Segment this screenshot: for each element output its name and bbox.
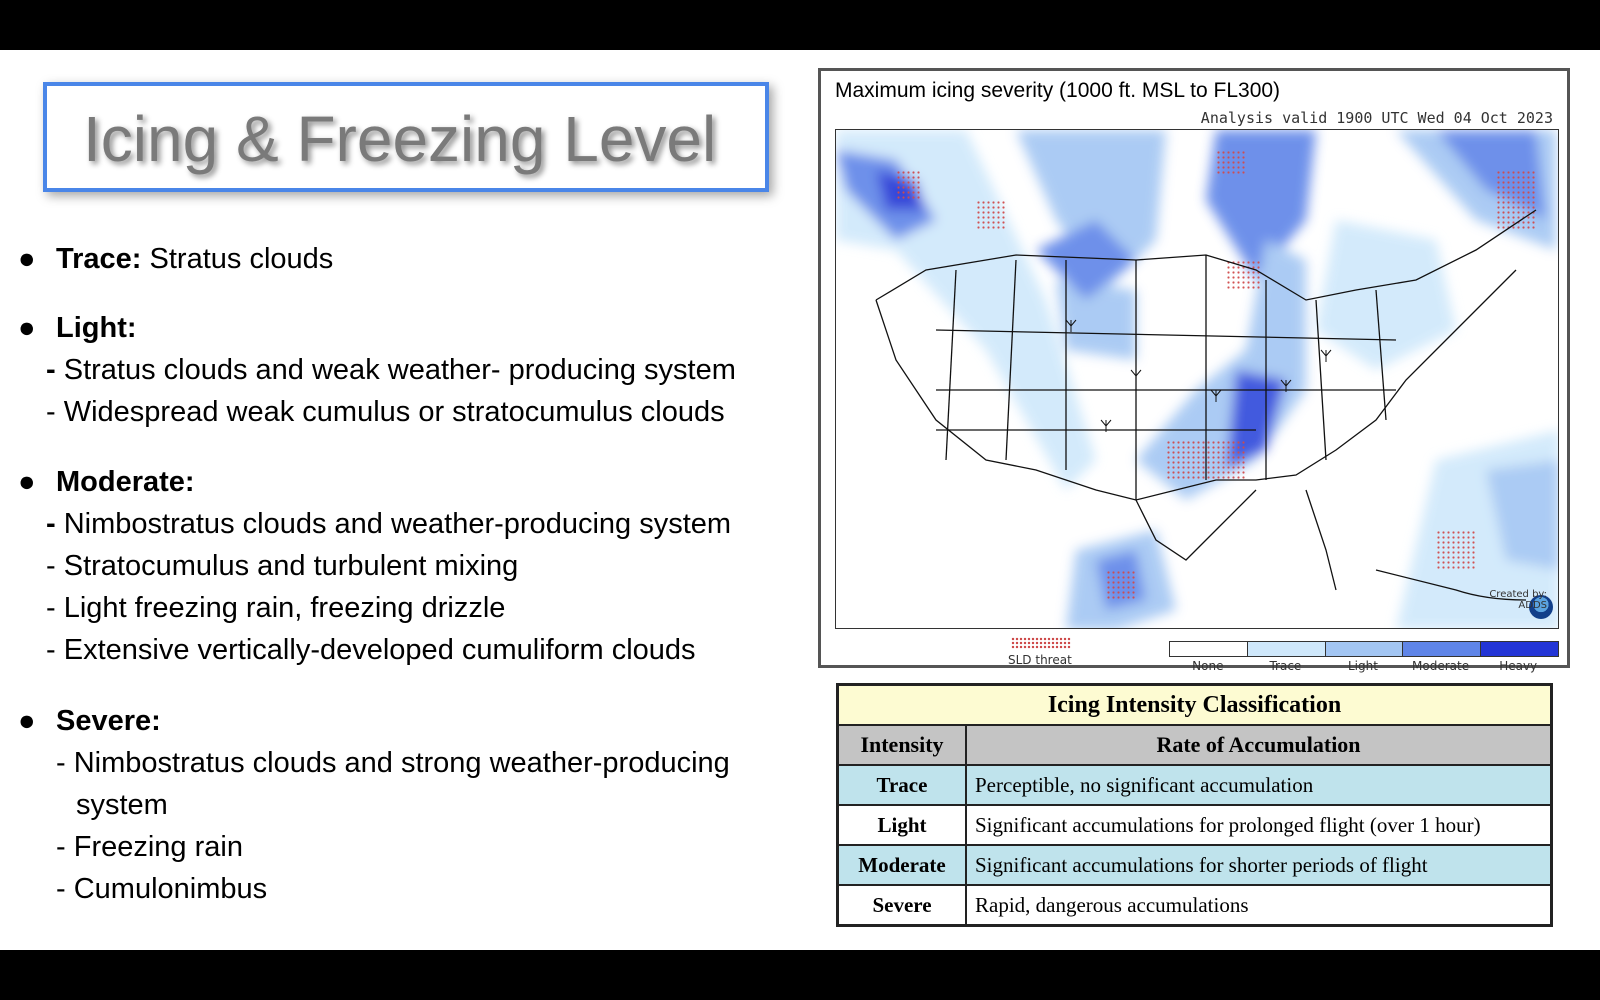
dash: - (46, 634, 56, 666)
bullet-dot: ● (18, 466, 36, 498)
legend-label: Light (1348, 659, 1378, 673)
map-title: Maximum icing severity (1000 ft. MSL to FL300) (835, 79, 1281, 102)
table-cell-intensity: Severe (838, 885, 967, 926)
sub-text: Light freezing rain, freezing drizzle (63, 592, 506, 624)
table-cell-intensity: Moderate (838, 845, 967, 885)
table-row (838, 765, 1552, 805)
table-cell-rate: Perceptible, no significant accumulation (966, 765, 1552, 805)
legend-swatch-heavy (1481, 642, 1558, 656)
sub-text: Nimbostratus clouds and strong weather-producing (73, 747, 730, 779)
map-credit (1489, 589, 1547, 611)
dash: - (56, 873, 66, 905)
legend-label: None (1192, 659, 1224, 673)
legend-label: Trace (1269, 659, 1302, 673)
slide-title: Icing & Freezing Level (83, 103, 717, 175)
sld-threat-label: SLD threat (1008, 653, 1072, 667)
bullet-label: Trace: (56, 243, 142, 275)
slide (0, 50, 1600, 950)
legend-label: Moderate (1412, 659, 1470, 673)
dash: - (46, 354, 56, 386)
sub-text: Widespread weak cumulus or stratocumulus clouds (63, 396, 725, 428)
sub-text: Freezing rain (73, 831, 243, 863)
legend-label: Heavy (1499, 659, 1538, 673)
table-row (838, 845, 1552, 885)
severity-legend-bar (1169, 641, 1559, 657)
sub-text: Stratus clouds and weak weather- producing system (63, 354, 736, 386)
bullet-text: Stratus clouds (149, 243, 334, 275)
bullet-moderate (18, 466, 195, 499)
list-item (46, 634, 696, 667)
bullet-trace (18, 243, 334, 276)
icing-intensity-table (836, 683, 1553, 927)
icing-map-image (836, 130, 1559, 629)
dash: - (46, 508, 56, 540)
list-item (46, 508, 731, 541)
sub-text: Extensive vertically-developed cumuliform clouds (63, 634, 696, 666)
sub-text: system (76, 789, 168, 821)
bullet-dot: ● (18, 705, 36, 737)
bullet-dot: ● (18, 243, 36, 275)
bullet-light (18, 312, 137, 345)
list-item (46, 396, 725, 429)
table-row (838, 885, 1552, 926)
map-subtitle: Analysis valid 1900 UTC Wed 04 Oct 2023 (1200, 109, 1553, 127)
title-box (43, 82, 769, 192)
bullet-label: Light: (56, 312, 137, 344)
dash: - (56, 831, 66, 863)
list-item (56, 873, 267, 906)
sub-text: Cumulonimbus (73, 873, 268, 905)
list-item (56, 831, 243, 864)
credit-line2: ADDS (1518, 600, 1547, 611)
legend-swatch-moderate (1403, 642, 1481, 656)
bullet-severe (18, 705, 161, 738)
severity-legend-labels (1169, 659, 1557, 673)
bullet-dot: ● (18, 312, 36, 344)
icing-map-panel (818, 68, 1570, 673)
bullet-label: Severe: (56, 705, 161, 737)
list-item (46, 354, 736, 387)
dash: - (46, 550, 56, 582)
dash: - (56, 747, 66, 779)
table-cell-rate: Significant accumulations for shorter periods of flight (966, 845, 1552, 885)
bullet-label: Moderate: (56, 466, 195, 498)
list-item (76, 789, 168, 822)
dash: - (46, 396, 56, 428)
table-caption: Icing Intensity Classification (838, 685, 1552, 726)
legend-swatch-trace (1248, 642, 1326, 656)
table-header: Intensity (838, 725, 967, 765)
list-item (56, 747, 730, 780)
sub-text: Stratocumulus and turbulent mixing (63, 550, 519, 582)
credit-line1: Created by: (1489, 589, 1547, 600)
dash: - (46, 592, 56, 624)
table-header: Rate of Accumulation (966, 725, 1552, 765)
table-row (838, 805, 1552, 845)
icing-map (835, 129, 1559, 629)
legend-swatch-light (1326, 642, 1404, 656)
sld-threat-swatch (1011, 637, 1071, 649)
table-cell-rate: Rapid, dangerous accumulations (966, 885, 1552, 926)
table-cell-intensity: Light (838, 805, 967, 845)
legend-swatch-none (1170, 642, 1248, 656)
list-item (46, 592, 505, 625)
sub-text: Nimbostratus clouds and weather-producing system (63, 508, 732, 540)
list-item (46, 550, 518, 583)
table-cell-rate: Significant accumulations for prolonged flight (over 1 hour) (966, 805, 1552, 845)
table-cell-intensity: Trace (838, 765, 967, 805)
